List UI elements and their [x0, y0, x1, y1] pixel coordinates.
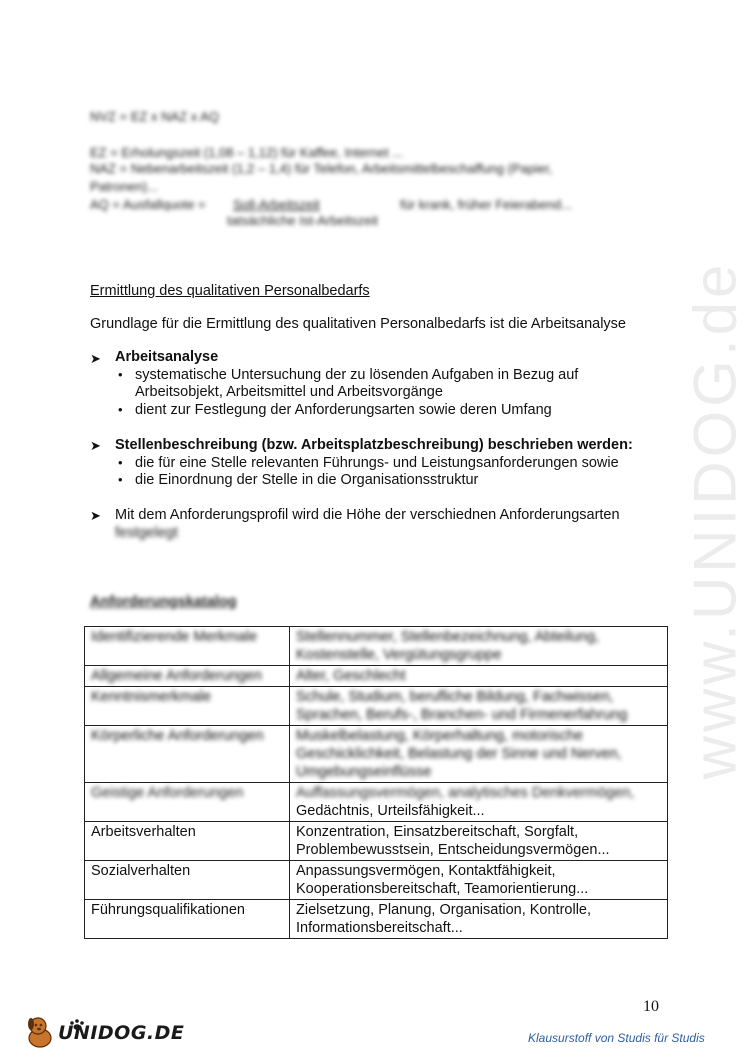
table-cell-label: Identifizierende Merkmale — [85, 627, 290, 666]
cell-line: Muskelbelastung, Körperhaltung, motorische — [296, 728, 583, 744]
bullet-text: Arbeitsobjekt, Arbeitsmittel und Arbeitsvorgänge — [135, 384, 443, 400]
cell-line: Anpassungsvermögen, Kontaktfähigkeit, — [296, 863, 556, 879]
formula-line: AQ = Ausfallquote = — [90, 197, 206, 212]
bullet-text: die für eine Stelle relevanten Führungs- und Leistungsanforderungen sowie — [135, 455, 619, 471]
watermark: www.UNIDOG.de — [681, 260, 749, 780]
bullet-icon: • — [118, 455, 123, 470]
cell-line: Stellennummer, Stellenbezeichnung, Abteilung, — [296, 629, 600, 645]
cell-line: Umgebungseinflüsse — [296, 764, 432, 780]
catalog-heading: Anforderungskatalog — [90, 594, 237, 610]
cell-line: Auffassungsvermögen, analytisches Denkvermögen, — [296, 785, 635, 801]
table-row — [85, 687, 668, 726]
item-text-blurred: festgelegt — [115, 525, 178, 541]
table-cell-label: Führungsqualifikationen — [85, 900, 290, 939]
table-cell-value — [290, 861, 668, 900]
formula-line: Patronen)... — [90, 179, 158, 194]
bullet-icon: • — [118, 402, 123, 417]
cell-line: Sprachen, Berufs-, Branchen- und Firmenerfahrung — [296, 707, 628, 723]
formula-line: NAZ = Nebenarbeitszeit (1,2 – 1,4) für Telefon, Arbeitsmittelbeschaffung (Papier, — [90, 161, 553, 176]
cell-line: Informationsbereitschaft... — [296, 920, 463, 936]
cell-line: Kooperationsbereitschaft, Teamorientierung... — [296, 881, 589, 897]
bullet-text: dient zur Festlegung der Anforderungsarten sowie deren Umfang — [135, 402, 552, 418]
table-row — [85, 726, 668, 783]
requirements-table — [84, 626, 668, 939]
table-row — [85, 627, 668, 666]
bullet-icon: • — [118, 472, 123, 487]
table-cell-label: Geistige Anforderungen — [85, 783, 290, 822]
formula-line: NVZ = EZ x NAZ x AQ — [90, 109, 219, 124]
arrow-bullet-icon: ➤ — [90, 438, 101, 453]
bullet-icon: • — [118, 367, 123, 382]
cell-line: Gedächtnis, Urteilsfähigkeit... — [296, 803, 485, 819]
item-text: Mit dem Anforderungsprofil wird die Höhe der verschiednen Anforderungsarten — [115, 507, 620, 523]
table-cell-value — [290, 666, 668, 687]
formula-line: EZ = Erholungszeit (1,08 – 1,12) für Kaffee, Internet ... — [90, 145, 404, 160]
formula-fraction: Soll-Arbeitszeit — [233, 197, 320, 212]
table-cell-label: Arbeitsverhalten — [85, 822, 290, 861]
arrow-bullet-icon: ➤ — [90, 351, 101, 366]
intro-text: Grundlage für die Ermittlung des qualitativen Personalbedarfs ist die Arbeitsanalyse — [90, 316, 626, 332]
table-cell-label: Körperliche Anforderungen — [85, 726, 290, 783]
bullet-text: die Einordnung der Stelle in die Organisationsstruktur — [135, 472, 479, 488]
table-row — [85, 861, 668, 900]
table-cell-value — [290, 822, 668, 861]
table-cell-value — [290, 900, 668, 939]
table-row — [85, 822, 668, 861]
footer-text: Klausurstoff von Studis für Studis — [528, 1031, 705, 1045]
formula-comment: für krank, früher Feierabend... — [400, 197, 572, 212]
arrow-bullet-icon: ➤ — [90, 508, 101, 523]
cell-line: Zielsetzung, Planung, Organisation, Kontrolle, — [296, 902, 592, 918]
table-row — [85, 783, 668, 822]
table-row — [85, 666, 668, 687]
cell-line: Geschicklichkeit, Belastung der Sinne und Nerven, — [296, 746, 622, 762]
table-cell-value — [290, 687, 668, 726]
formula-line: tatsächliche Ist-Arbeitszeit — [227, 213, 379, 228]
logo-text: UNIDOG.DE — [58, 1022, 185, 1044]
table-row — [85, 900, 668, 939]
table-cell-label: Kenntnismerkmale — [85, 687, 290, 726]
table-cell-label: Sozialverhalten — [85, 861, 290, 900]
item-heading: Arbeitsanalyse — [115, 349, 219, 365]
table-cell-value — [290, 726, 668, 783]
section-heading: Ermittlung des qualitativen Personalbedarfs — [90, 283, 370, 299]
cell-line: Kostenstelle, Vergütungsgruppe — [296, 647, 502, 663]
page-number: 10 — [643, 998, 659, 1015]
table-cell-value — [290, 783, 668, 822]
cell-line: Schule, Studium, berufliche Bildung, Fachwissen, — [296, 689, 614, 705]
cell-line: Alter, Geschlecht — [296, 668, 406, 684]
table-cell-label: Allgemeine Anforderungen — [85, 666, 290, 687]
item-heading: Stellenbeschreibung (bzw. Arbeitsplatzbeschreibung) beschrieben werden: — [115, 437, 633, 453]
bullet-text: systematische Untersuchung der zu lösenden Aufgaben in Bezug auf — [135, 367, 579, 383]
cell-line: Konzentration, Einsatzbereitschaft, Sorgfalt, — [296, 824, 579, 840]
table-cell-value — [290, 627, 668, 666]
cell-line: Problembewusstsein, Entscheidungsvermögen... — [296, 842, 610, 858]
